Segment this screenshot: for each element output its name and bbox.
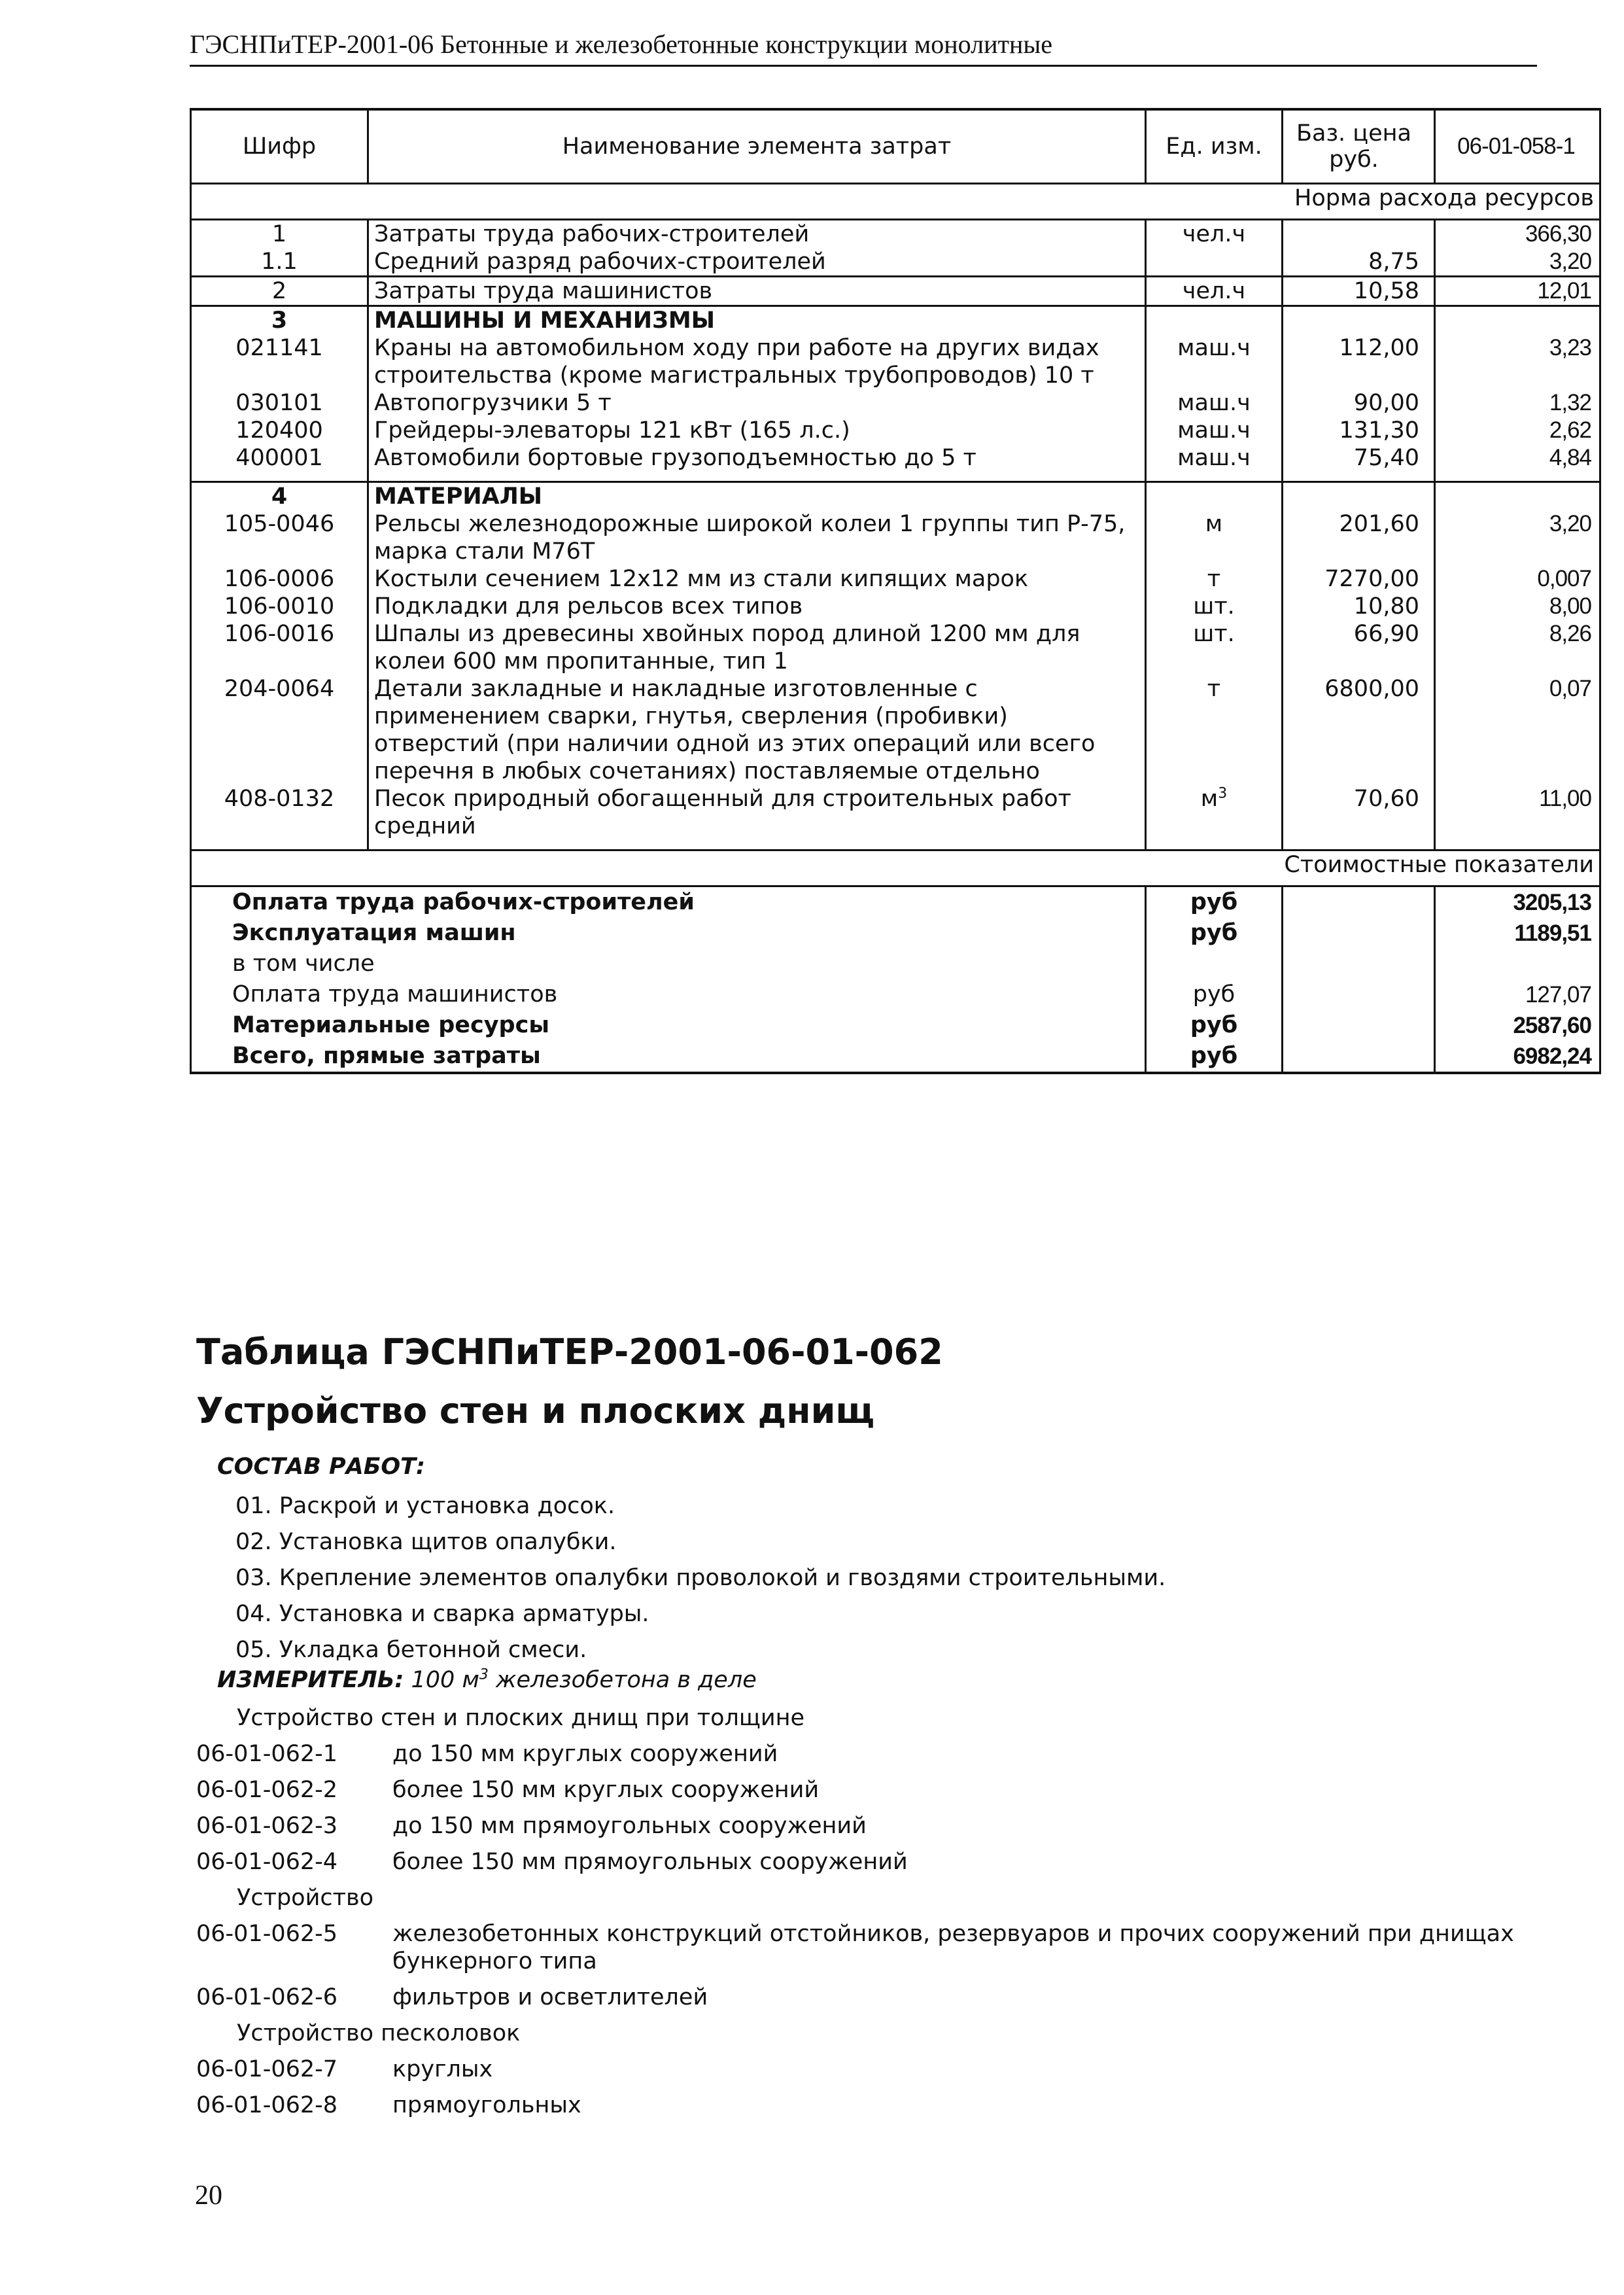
total-unit: руб	[1146, 918, 1283, 949]
row-code: 408-0132	[191, 785, 368, 840]
total-value: 2587,60	[1435, 1010, 1600, 1041]
total-row	[191, 979, 1600, 1010]
row-unit	[1146, 248, 1283, 277]
row-code: 106-0010	[191, 593, 368, 620]
total-row	[191, 1041, 1600, 1073]
row-value: 366,30	[1435, 220, 1600, 249]
total-unit: руб	[1146, 1010, 1283, 1041]
header-name: Наименование элемента затрат	[368, 109, 1146, 184]
work-item: 04. Установка и сварка арматуры.	[235, 1601, 649, 1627]
row-unit: т	[1146, 675, 1283, 785]
resources-label: Норма расхода ресурсов	[1294, 185, 1594, 211]
row-name: Затраты труда рабочих-строителей	[368, 220, 1146, 249]
works-heading: СОСТАВ РАБОТ:	[217, 1454, 425, 1480]
work-item: 02. Установка щитов опалубки.	[235, 1529, 617, 1555]
table-row	[191, 277, 1600, 306]
row-code: 204-0064	[191, 675, 368, 785]
code-item	[196, 1920, 1537, 1975]
row-unit: т	[1146, 565, 1283, 593]
total-row	[191, 918, 1600, 949]
table-row	[191, 510, 1600, 565]
norm-code: 06-01-062-4	[196, 1849, 338, 1875]
norm-code: 06-01-062-3	[196, 1813, 338, 1839]
total-label: Оплата труда рабочих-строителей	[191, 886, 1146, 919]
total-label: Материальные ресурсы	[191, 1010, 1146, 1041]
row-price: 70,60	[1283, 785, 1435, 840]
works-list	[235, 1488, 1166, 1668]
code-item	[196, 1740, 1537, 1768]
total-unit	[1146, 949, 1283, 979]
row-unit: чел.ч	[1146, 277, 1283, 306]
header-price: Баз. цена руб.	[1283, 109, 1435, 184]
row-value: 11,00	[1435, 785, 1600, 840]
row-unit: шт.	[1146, 593, 1283, 620]
measure-line	[217, 1667, 757, 1693]
code-list	[196, 1704, 1537, 2128]
row-price: 90,00	[1283, 389, 1435, 417]
code-item	[196, 2056, 1537, 2083]
row-price: 8,75	[1283, 248, 1435, 277]
empty-cell	[1283, 482, 1435, 511]
spacer-row	[191, 840, 1600, 850]
table-header-row	[191, 109, 1600, 184]
total-label: Всего, прямые затраты	[191, 1041, 1146, 1073]
norm-code: 06-01-062-1	[196, 1741, 338, 1767]
total-row	[191, 1010, 1600, 1041]
table-row	[191, 248, 1600, 277]
header-unit: Ед. изм.	[1146, 109, 1283, 184]
measure-value: 100 $м^3$ железобетона в деле	[411, 1666, 757, 1693]
page-number: 20	[195, 2181, 222, 2211]
norm-description: железобетонных конструкций отстойников, резервуаров и прочих сооружений при днищах бункерного типа	[392, 1921, 1514, 1974]
row-price: 75,40	[1283, 444, 1435, 472]
row-price: 6800,00	[1283, 675, 1435, 785]
work-item: 01. Раскрой и установка досок.	[235, 1493, 615, 1519]
row-name: Грейдеры-элеваторы 121 кВт (165 л.с.)	[368, 417, 1146, 444]
total-value: 3205,13	[1435, 886, 1600, 919]
table-row	[191, 220, 1600, 249]
group-title: МАШИНЫ И МЕХАНИЗМЫ	[368, 306, 1146, 335]
row-value: 3,20	[1435, 510, 1600, 565]
total-label: Оплата труда машинистов	[191, 979, 1146, 1010]
materials-heading-row	[191, 482, 1600, 511]
row-value: 8,26	[1435, 620, 1600, 675]
table-row	[191, 593, 1600, 620]
norm-description: прямоугольных	[392, 2092, 581, 2118]
table-row	[191, 417, 1600, 444]
empty-cell	[1283, 1010, 1435, 1041]
row-unit: маш.ч	[1146, 334, 1283, 389]
code-item	[196, 2092, 1537, 2119]
code-item	[196, 1776, 1537, 1804]
row-unit: $м^3$	[1146, 785, 1283, 840]
empty-cell	[1283, 979, 1435, 1010]
norm-description: круглых	[392, 2056, 493, 2082]
row-value: 8,00	[1435, 593, 1600, 620]
empty-cell	[1283, 1041, 1435, 1073]
norm-description: более 150 мм круглых сооружений	[392, 1777, 820, 1803]
total-unit: руб	[1146, 886, 1283, 919]
norm-description: до 150 мм прямоугольных сооружений	[392, 1813, 867, 1839]
table-row	[191, 620, 1600, 675]
empty-cell	[1435, 306, 1600, 335]
row-code: 2	[191, 277, 368, 306]
norm-code: 06-01-062-5	[196, 1921, 338, 1947]
row-name: Краны на автомобильном ходу при работе на других видах строительства (кроме магистральных трубопроводов) 10 т	[368, 334, 1146, 389]
norm-code: 06-01-062-6	[196, 1984, 338, 2010]
group-code: 3	[191, 306, 368, 335]
row-code: 106-0016	[191, 620, 368, 675]
row-name: Шпалы из древесины хвойных пород длиной 1200 мм для колеи 600 мм пропитанные, тип 1	[368, 620, 1146, 675]
total-unit: руб	[1146, 1041, 1283, 1073]
group-heading: Устройство	[237, 1885, 374, 1911]
row-name: Подкладки для рельсов всех типов	[368, 593, 1146, 620]
row-unit: м	[1146, 510, 1283, 565]
group-code: 4	[191, 482, 368, 511]
machines-heading-row	[191, 306, 1600, 335]
row-name: Затраты труда машинистов	[368, 277, 1146, 306]
row-price: 201,60	[1283, 510, 1435, 565]
table-title: Таблица ГЭСНПиТЕР-2001-06-01-062	[196, 1331, 943, 1373]
table-subtitle: Устройство стен и плоских днищ	[196, 1390, 875, 1431]
empty-cell	[1146, 306, 1283, 335]
total-value	[1435, 949, 1600, 979]
table-row	[191, 785, 1600, 840]
row-value: 3,23	[1435, 334, 1600, 389]
norm-description: более 150 мм прямоугольных сооружений	[392, 1849, 908, 1875]
row-price: 131,30	[1283, 417, 1435, 444]
row-price: 10,80	[1283, 593, 1435, 620]
total-value: 6982,24	[1435, 1041, 1600, 1073]
row-name: Средний разряд рабочих-строителей	[368, 248, 1146, 277]
header-norm-code: 06-01-058-1	[1435, 109, 1600, 184]
spacer-row	[191, 472, 1600, 482]
row-code: 120400	[191, 417, 368, 444]
table-row	[191, 565, 1600, 593]
norm-code: 06-01-062-8	[196, 2092, 338, 2118]
header-code: Шифр	[191, 109, 368, 184]
code-item	[196, 1984, 1537, 2011]
total-row	[191, 949, 1600, 979]
empty-cell	[1146, 482, 1283, 511]
row-code: 1	[191, 220, 368, 249]
group-heading: Устройство стен и плоских днищ при толщине	[237, 1705, 805, 1731]
code-item	[196, 1812, 1537, 1840]
cost-label-row	[191, 850, 1600, 886]
running-header: ГЭСНПиТЕР-2001-06 Бетонные и железобетонные конструкции монолитные	[190, 29, 1537, 67]
empty-cell	[1435, 482, 1600, 511]
row-name: Детали закладные и накладные изготовленные с применением сварки, гнутья, сверления (пробивки) отверстий (при наличии одной из этих операций или всего перечня в любых сочетаниях) поставляемые отдельно	[368, 675, 1146, 785]
row-name: Песок природный обогащенный для строительных работ средний	[368, 785, 1146, 840]
row-value: 4,84	[1435, 444, 1600, 472]
table-row	[191, 389, 1600, 417]
total-row	[191, 886, 1600, 919]
norm-code: 06-01-062-7	[196, 2056, 338, 2082]
row-value: 0,007	[1435, 565, 1600, 593]
empty-cell	[1283, 886, 1435, 919]
resources-label-row	[191, 184, 1600, 220]
table-row	[191, 334, 1600, 389]
row-code: 106-0006	[191, 565, 368, 593]
total-value: 1189,51	[1435, 918, 1600, 949]
row-code: 105-0046	[191, 510, 368, 565]
work-item: 05. Укладка бетонной смеси.	[235, 1637, 587, 1663]
row-name: Автопогрузчики 5 т	[368, 389, 1146, 417]
table-row	[191, 444, 1600, 472]
norm-description: фильтров и осветлителей	[392, 1984, 708, 2010]
row-price: 66,90	[1283, 620, 1435, 675]
total-unit: руб	[1146, 979, 1283, 1010]
total-label: в том числе	[191, 949, 1146, 979]
empty-cell	[1283, 306, 1435, 335]
group-title: МАТЕРИАЛЫ	[368, 482, 1146, 511]
empty-cell	[1283, 949, 1435, 979]
row-price: 10,58	[1283, 277, 1435, 306]
row-code: 021141	[191, 334, 368, 389]
group-heading: Устройство песколовок	[237, 2020, 521, 2046]
row-value: 0,07	[1435, 675, 1600, 785]
row-value: 12,01	[1435, 277, 1600, 306]
row-code: 1.1	[191, 248, 368, 277]
row-unit: маш.ч	[1146, 417, 1283, 444]
measure-label: ИЗМЕРИТЕЛЬ:	[217, 1667, 404, 1693]
row-price	[1283, 220, 1435, 249]
row-price: 112,00	[1283, 334, 1435, 389]
row-name: Автомобили бортовые грузоподъемностью до 5 т	[368, 444, 1146, 472]
row-unit: маш.ч	[1146, 389, 1283, 417]
total-value: 127,07	[1435, 979, 1600, 1010]
row-name: Рельсы железнодорожные широкой колеи 1 группы тип Р-75, марка стали М76Т	[368, 510, 1146, 565]
row-unit: чел.ч	[1146, 220, 1283, 249]
code-item	[196, 1848, 1537, 1876]
row-code: 400001	[191, 444, 368, 472]
row-unit: шт.	[1146, 620, 1283, 675]
row-price: 7270,00	[1283, 565, 1435, 593]
total-label: Эксплуатация машин	[191, 918, 1146, 949]
work-item: 03. Крепление элементов опалубки проволокой и гвоздями строительными.	[235, 1565, 1166, 1591]
norm-code: 06-01-062-2	[196, 1777, 338, 1803]
row-name: Костыли сечением 12х12 мм из стали кипящих марок	[368, 565, 1146, 593]
row-value: 2,62	[1435, 417, 1600, 444]
cost-label: Стоимостные показатели	[1284, 852, 1594, 878]
row-value: 1,32	[1435, 389, 1600, 417]
row-code: 030101	[191, 389, 368, 417]
resource-norms-table	[190, 108, 1601, 1074]
row-value: 3,20	[1435, 248, 1600, 277]
empty-cell	[1283, 918, 1435, 949]
norm-description: до 150 мм круглых сооружений	[392, 1741, 778, 1767]
table-row	[191, 675, 1600, 785]
row-unit: маш.ч	[1146, 444, 1283, 472]
